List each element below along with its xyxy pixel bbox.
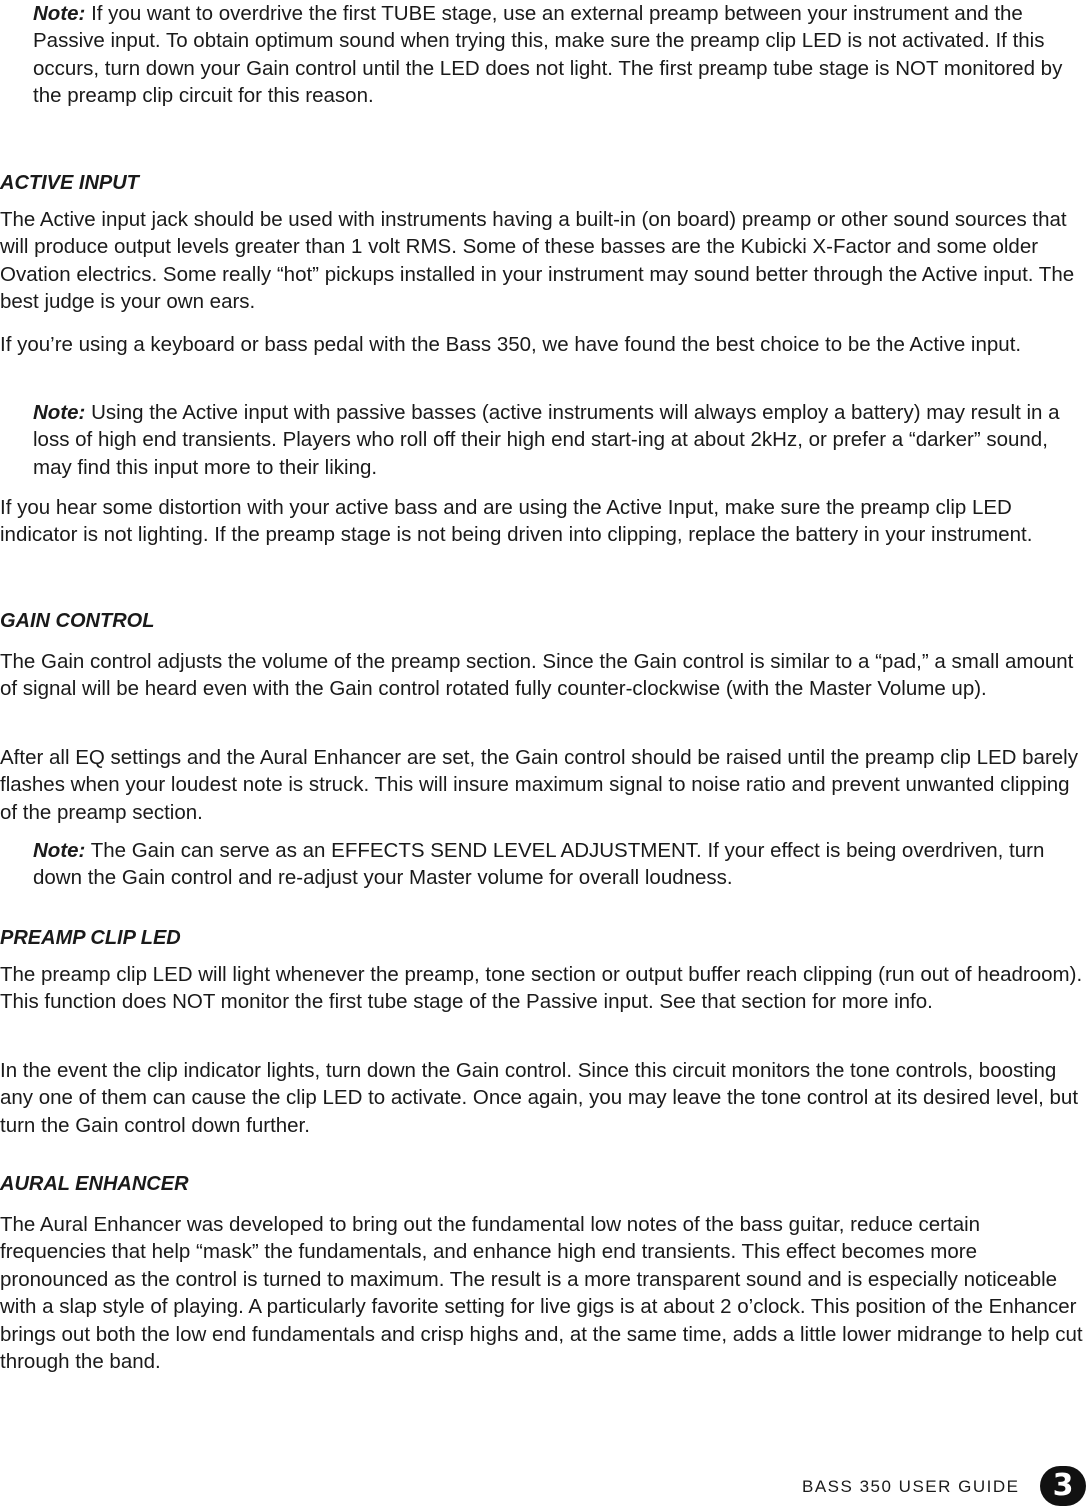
footer-guide-title: BASS 350 USER GUIDE	[802, 1477, 1020, 1496]
active-input-paragraph-2: If you’re using a keyboard or bass pedal with the Bass 350, we have found the best choice to be the Active input.	[0, 333, 1022, 356]
section-heading-gain-control: GAIN CONTROL	[0, 610, 155, 632]
preamp-clip-led-paragraph-1: The preamp clip LED will light whenever the preamp, tone section or output buffer reach clipping (run out of headroom). This function does NOT monitor the first tube stage of the Passive input. See that section for more info.	[0, 963, 1083, 1014]
aural-enhancer-paragraph-1: The Aural Enhancer was developed to bring out the fundamental low notes of the bass guitar, reduce certain frequencies that help “mask” the fundamentals, and enhance high end transients. This effect becomes more pronounced as the control is turned to maximum. The result is a more transparent sound and is especially noticeable with a slap style of playing. A particularly favorite setting for live gigs is at about 2 o’clock. This position of the Enhancer brings out both the low end fundamentals and crisp highs and, at the same time, adds a little lower midrange to help cut through the band.	[0, 1213, 1083, 1374]
note-label: Note:	[33, 401, 86, 424]
gain-control-note	[33, 837, 1083, 892]
section-heading-preamp-clip-led: PREAMP CLIP LED	[0, 927, 181, 949]
active-input-paragraph-3: If you hear some distortion with your active bass and are using the Active Input, make sure the preamp clip LED indicator is not lighting. If the preamp stage is not being driven into clipping, replace the battery in your instrument.	[0, 496, 1033, 547]
gain-control-paragraph-2: After all EQ settings and the Aural Enhancer are set, the Gain control should be raised until the preamp clip LED barely flashes when your loudest note is struck. This will insure maximum signal to noise ratio and prevent unwanted clipping of the preamp section.	[0, 746, 1078, 824]
note-text: The Gain can serve as an EFFECTS SEND LEVEL ADJUSTMENT. If your effect is being overdriven, turn down the Gain control and re-adjust your Master volume for overall loudness.	[33, 839, 1045, 890]
active-input-note	[33, 399, 1083, 481]
note-label: Note:	[33, 2, 86, 25]
note-text: If you want to overdrive the first TUBE stage, use an external preamp between your instrument and the Passive input. To obtain optimum sound when trying this, make sure the preamp clip LED is not activated. If this occurs, turn down your Gain control until the LED does not light. The first preamp tube stage is NOT monitored by the preamp clip circuit for this reason.	[33, 2, 1063, 108]
active-input-paragraph-1: The Active input jack should be used with instruments having a built-in (on board) preamp or other sound sources that will produce output levels greater than 1 volt RMS. Some of these basses are the Kubicki X-Factor and some older Ovation electrics. Some really “hot” pickups installed in your instrument may sound better through the Active input. The best judge is your own ears.	[0, 208, 1075, 314]
note-label: Note:	[33, 839, 86, 862]
gain-control-paragraph-1: The Gain control adjusts the volume of the preamp section. Since the Gain control is similar to a “pad,” a small amount of signal will be heard even with the Gain control rotated fully counter-clockwise (with the Master Volume up).	[0, 650, 1074, 701]
intro-note	[33, 0, 1083, 110]
page-number-badge: 3	[1040, 1466, 1086, 1506]
section-heading-active-input: ACTIVE INPUT	[0, 172, 139, 194]
note-text: Using the Active input with passive basses (active instruments will always employ a battery) may result in a loss of high end transients. Players who roll off their high end start-ing at about 2kHz, or prefer a “darker” sound, may find this input more to their liking.	[33, 401, 1060, 479]
preamp-clip-led-paragraph-2: In the event the clip indicator lights, turn down the Gain control. Since this circuit monitors the tone controls, boosting any one of them can cause the clip LED to activate. Once again, you may leave the tone control at its desired level, but turn the Gain control down further.	[0, 1059, 1079, 1137]
section-heading-aural-enhancer: AURAL ENHANCER	[0, 1173, 189, 1195]
